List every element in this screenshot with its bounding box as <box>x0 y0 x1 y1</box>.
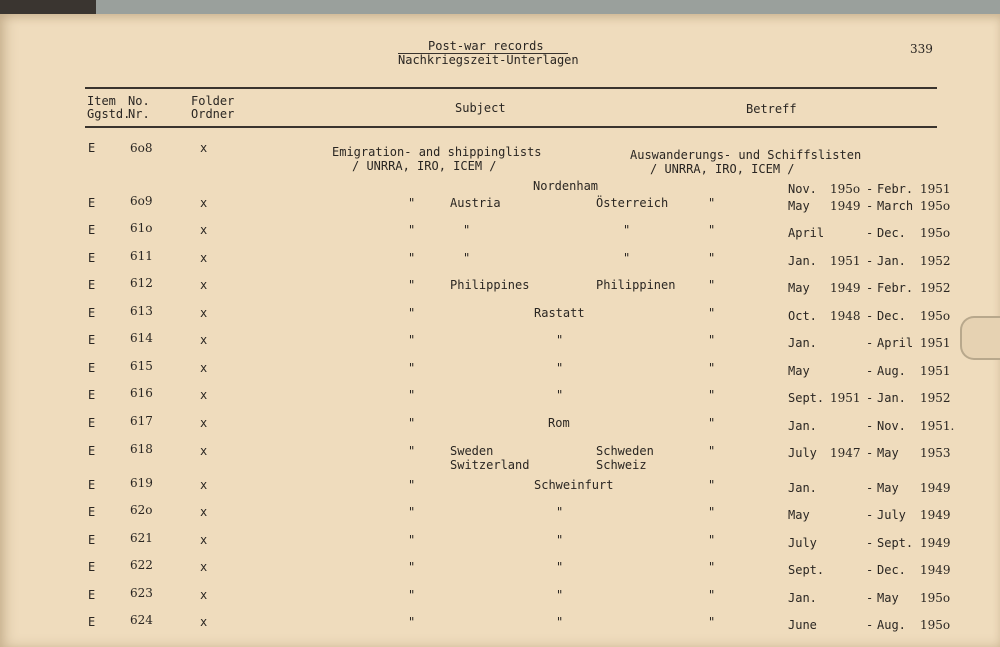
cell-date-from: May <box>788 199 810 213</box>
cell-folder: x <box>200 478 208 492</box>
cell-date-from: May <box>788 508 810 522</box>
date-range-dash: - <box>866 481 874 495</box>
cell-subject-place: " <box>556 560 564 574</box>
cell-year-from: 1947 <box>830 446 861 460</box>
cell-date-from: Jan. <box>788 419 817 433</box>
cell-no: 619 <box>130 476 153 490</box>
cell-folder: x <box>200 505 208 519</box>
cell-no: 622 <box>130 558 153 572</box>
cell-date-from: Nov. <box>788 182 817 196</box>
cell-subject-de: Österreich <box>596 196 669 210</box>
cell-date-from: Jan. <box>788 254 817 268</box>
cell-item: E <box>88 333 96 347</box>
cell-item: E <box>88 223 96 237</box>
cell-date-to: Febr. <box>877 281 914 295</box>
cell-folder: x <box>200 560 208 574</box>
cell-item: E <box>88 306 96 320</box>
cell-no: 612 <box>130 276 153 290</box>
cell-folder: x <box>200 416 208 430</box>
col-folder-de: Ordner <box>191 107 235 121</box>
cell-year-to: 1951 <box>920 182 951 196</box>
cell-year-to: 1951 <box>920 336 951 350</box>
cell-item: E <box>88 388 96 402</box>
intro-subject-line1: Emigration- and shippinglists <box>332 145 542 159</box>
cell-date-from: Jan. <box>788 336 817 350</box>
cell-year-from: 1951 <box>830 391 861 405</box>
ditto-mark: " <box>408 560 416 574</box>
header-rule-bottom <box>85 126 937 128</box>
cell-item: E <box>88 196 96 210</box>
intro-betreff-line1: Auswanderungs- und Schiffslisten <box>630 148 862 162</box>
col-folder-en: Folder <box>191 94 235 108</box>
ditto-mark: " <box>708 388 716 402</box>
cell-folder: x <box>200 361 208 375</box>
cell-date-to: Aug. <box>877 364 906 378</box>
cell-subject-place: " <box>556 388 564 402</box>
cell-year-to: 1951. <box>920 419 955 433</box>
date-range-dash: - <box>866 563 874 577</box>
page-number: 339 <box>910 42 933 56</box>
date-range-dash: - <box>866 419 874 433</box>
cell-folder: x <box>200 444 208 458</box>
col-item-en: Item <box>87 94 116 108</box>
cell-subject-de-2: Schweiz <box>596 458 647 472</box>
cell-subject-de: " <box>623 251 631 265</box>
cell-subject-en: " <box>463 223 471 237</box>
ditto-mark: " <box>708 223 716 237</box>
date-range-dash: - <box>866 182 874 196</box>
cell-item: E <box>88 251 96 265</box>
cell-year-to: 1949 <box>920 536 951 550</box>
cell-item: E <box>88 361 96 375</box>
cell-no: 61o <box>130 221 153 235</box>
cell-year-to: 1949 <box>920 563 951 577</box>
cell-date-from: Sept. <box>788 563 825 577</box>
cell-subject-de: Schweden <box>596 444 654 458</box>
cell-year-to: 195o <box>920 591 951 605</box>
cell-subject-place: " <box>556 333 564 347</box>
cell-no: 6o8 <box>130 141 153 155</box>
ditto-mark: " <box>708 196 716 210</box>
col-subject: Subject <box>455 101 506 115</box>
cell-year-to: 1952 <box>920 391 951 405</box>
date-range-dash: - <box>866 391 874 405</box>
cell-year-to: 195o <box>920 618 951 632</box>
cell-date-from: July <box>788 446 817 460</box>
title-german: Nachkriegszeit-Unterlagen <box>398 53 579 67</box>
ditto-mark: " <box>408 333 416 347</box>
cell-date-to: Dec. <box>877 309 906 323</box>
ditto-mark: " <box>408 444 416 458</box>
cell-date-from: Sept. <box>788 391 825 405</box>
ditto-mark: " <box>708 615 716 629</box>
cell-folder: x <box>200 306 208 320</box>
cell-no: 614 <box>130 331 153 345</box>
cell-subject-en: Philippines <box>450 278 530 292</box>
date-range-dash: - <box>866 536 874 550</box>
ditto-mark: " <box>708 444 716 458</box>
title-english: Post-war records <box>428 39 544 53</box>
cell-item: E <box>88 141 96 155</box>
cell-year-to: 195o <box>920 309 951 323</box>
cell-year-from: 1948 <box>830 309 861 323</box>
cell-folder: x <box>200 141 208 155</box>
cell-folder: x <box>200 223 208 237</box>
date-range-dash: - <box>866 281 874 295</box>
cell-date-to: May <box>877 481 899 495</box>
cell-date-to: July <box>877 508 906 522</box>
cell-item: E <box>88 615 96 629</box>
cell-subject-place: " <box>556 588 564 602</box>
cell-subject-place: Schweinfurt <box>534 478 614 492</box>
cell-subject-en: Austria <box>450 196 501 210</box>
cell-date-to: Dec. <box>877 226 906 240</box>
cell-folder: x <box>200 533 208 547</box>
cell-year-from: 1951 <box>830 254 861 268</box>
cell-subject-en: Sweden <box>450 444 494 458</box>
ditto-mark: " <box>408 505 416 519</box>
cell-no: 623 <box>130 586 153 600</box>
cell-subject-place: " <box>556 505 564 519</box>
cell-date-to: Febr. <box>877 182 914 196</box>
col-item-de: Ggstd. <box>87 107 131 121</box>
cell-subject-en-2: Switzerland <box>450 458 530 472</box>
date-range-dash: - <box>866 309 874 323</box>
date-range-dash: - <box>866 199 874 213</box>
date-range-dash: - <box>866 254 874 268</box>
cell-no: 611 <box>130 249 153 263</box>
cell-no: 616 <box>130 386 153 400</box>
cell-subject-de: " <box>623 223 631 237</box>
ditto-mark: " <box>408 615 416 629</box>
ditto-mark: " <box>708 478 716 492</box>
cell-year-to: 195o <box>920 226 951 240</box>
cell-folder: x <box>200 333 208 347</box>
ditto-mark: " <box>708 306 716 320</box>
cell-date-to: Nov. <box>877 419 906 433</box>
cell-date-from: Jan. <box>788 591 817 605</box>
date-range-dash: - <box>866 508 874 522</box>
cell-subject-place: Nordenham <box>533 179 599 193</box>
cell-date-from: Jan. <box>788 481 817 495</box>
ditto-mark: " <box>408 251 416 265</box>
index-tab <box>960 316 1000 360</box>
date-range-dash: - <box>866 226 874 240</box>
cell-no: 615 <box>130 359 153 373</box>
ditto-mark: " <box>408 196 416 210</box>
date-range-dash: - <box>866 364 874 378</box>
date-range-dash: - <box>866 446 874 460</box>
cell-item: E <box>88 560 96 574</box>
cell-year-to: 1951 <box>920 364 951 378</box>
cell-date-to: Dec. <box>877 563 906 577</box>
cell-date-from: Oct. <box>788 309 817 323</box>
cell-subject-de: Philippinen <box>596 278 676 292</box>
cell-subject-place: Rastatt <box>534 306 585 320</box>
cell-no: 617 <box>130 414 153 428</box>
ditto-mark: " <box>408 588 416 602</box>
cell-folder: x <box>200 196 208 210</box>
intro-subject-line2: / UNRRA, IRO, ICEM / <box>352 159 497 173</box>
ditto-mark: " <box>408 278 416 292</box>
ditto-mark: " <box>708 533 716 547</box>
cell-date-to: May <box>877 591 899 605</box>
cell-no: 6o9 <box>130 194 153 208</box>
cell-item: E <box>88 478 96 492</box>
document-page <box>0 14 1000 647</box>
cell-date-from: May <box>788 364 810 378</box>
cell-folder: x <box>200 278 208 292</box>
cell-date-to: Jan. <box>877 254 906 268</box>
cell-date-to: Sept. <box>877 536 914 550</box>
col-no-de: Nr. <box>128 107 150 121</box>
date-range-dash: - <box>866 591 874 605</box>
cell-year-to: 1952 <box>920 281 951 295</box>
ditto-mark: " <box>408 478 416 492</box>
cell-folder: x <box>200 615 208 629</box>
col-betreff: Betreff <box>746 102 797 116</box>
ditto-mark: " <box>408 306 416 320</box>
cell-subject-en: " <box>463 251 471 265</box>
header-rule-top <box>85 87 937 89</box>
ditto-mark: " <box>708 278 716 292</box>
ditto-mark: " <box>408 361 416 375</box>
cell-item: E <box>88 505 96 519</box>
cell-year-from: 195o <box>830 182 861 196</box>
cell-date-from: June <box>788 618 817 632</box>
cell-date-from: July <box>788 536 817 550</box>
cell-folder: x <box>200 251 208 265</box>
ditto-mark: " <box>708 416 716 430</box>
cell-date-to: Jan. <box>877 391 906 405</box>
ditto-mark: " <box>708 588 716 602</box>
cell-date-from: April <box>788 226 825 240</box>
cell-year-to: 1953 <box>920 446 951 460</box>
intro-betreff-line2: / UNRRA, IRO, ICEM / <box>650 162 795 176</box>
ditto-mark: " <box>408 388 416 402</box>
cell-subject-place: " <box>556 615 564 629</box>
ditto-mark: " <box>408 533 416 547</box>
cell-item: E <box>88 416 96 430</box>
cell-date-from: May <box>788 281 810 295</box>
scan-edge-strip <box>96 0 1000 14</box>
cell-year-from: 1949 <box>830 199 861 213</box>
cell-item: E <box>88 533 96 547</box>
col-no-en: No. <box>128 94 150 108</box>
cell-item: E <box>88 588 96 602</box>
ditto-mark: " <box>708 333 716 347</box>
cell-no: 621 <box>130 531 153 545</box>
cell-year-to: 1952 <box>920 254 951 268</box>
cell-subject-place: " <box>556 533 564 547</box>
cell-date-to: April <box>877 336 914 350</box>
cell-item: E <box>88 444 96 458</box>
cell-date-to: Aug. <box>877 618 906 632</box>
ditto-mark: " <box>408 416 416 430</box>
date-range-dash: - <box>866 336 874 350</box>
cell-folder: x <box>200 388 208 402</box>
cell-item: E <box>88 278 96 292</box>
cell-year-to: 195o <box>920 199 951 213</box>
ditto-mark: " <box>708 251 716 265</box>
cell-year-to: 1949 <box>920 508 951 522</box>
cell-no: 624 <box>130 613 153 627</box>
cell-folder: x <box>200 588 208 602</box>
ditto-mark: " <box>708 560 716 574</box>
cell-date-to: May <box>877 446 899 460</box>
ditto-mark: " <box>708 361 716 375</box>
ditto-mark: " <box>408 223 416 237</box>
cell-year-to: 1949 <box>920 481 951 495</box>
cell-no: 613 <box>130 304 153 318</box>
cell-no: 62o <box>130 503 153 517</box>
cell-year-from: 1949 <box>830 281 861 295</box>
cell-subject-place: " <box>556 361 564 375</box>
cell-no: 618 <box>130 442 153 456</box>
ditto-mark: " <box>708 505 716 519</box>
cell-subject-place: Rom <box>548 416 570 430</box>
date-range-dash: - <box>866 618 874 632</box>
cell-date-to: March <box>877 199 914 213</box>
